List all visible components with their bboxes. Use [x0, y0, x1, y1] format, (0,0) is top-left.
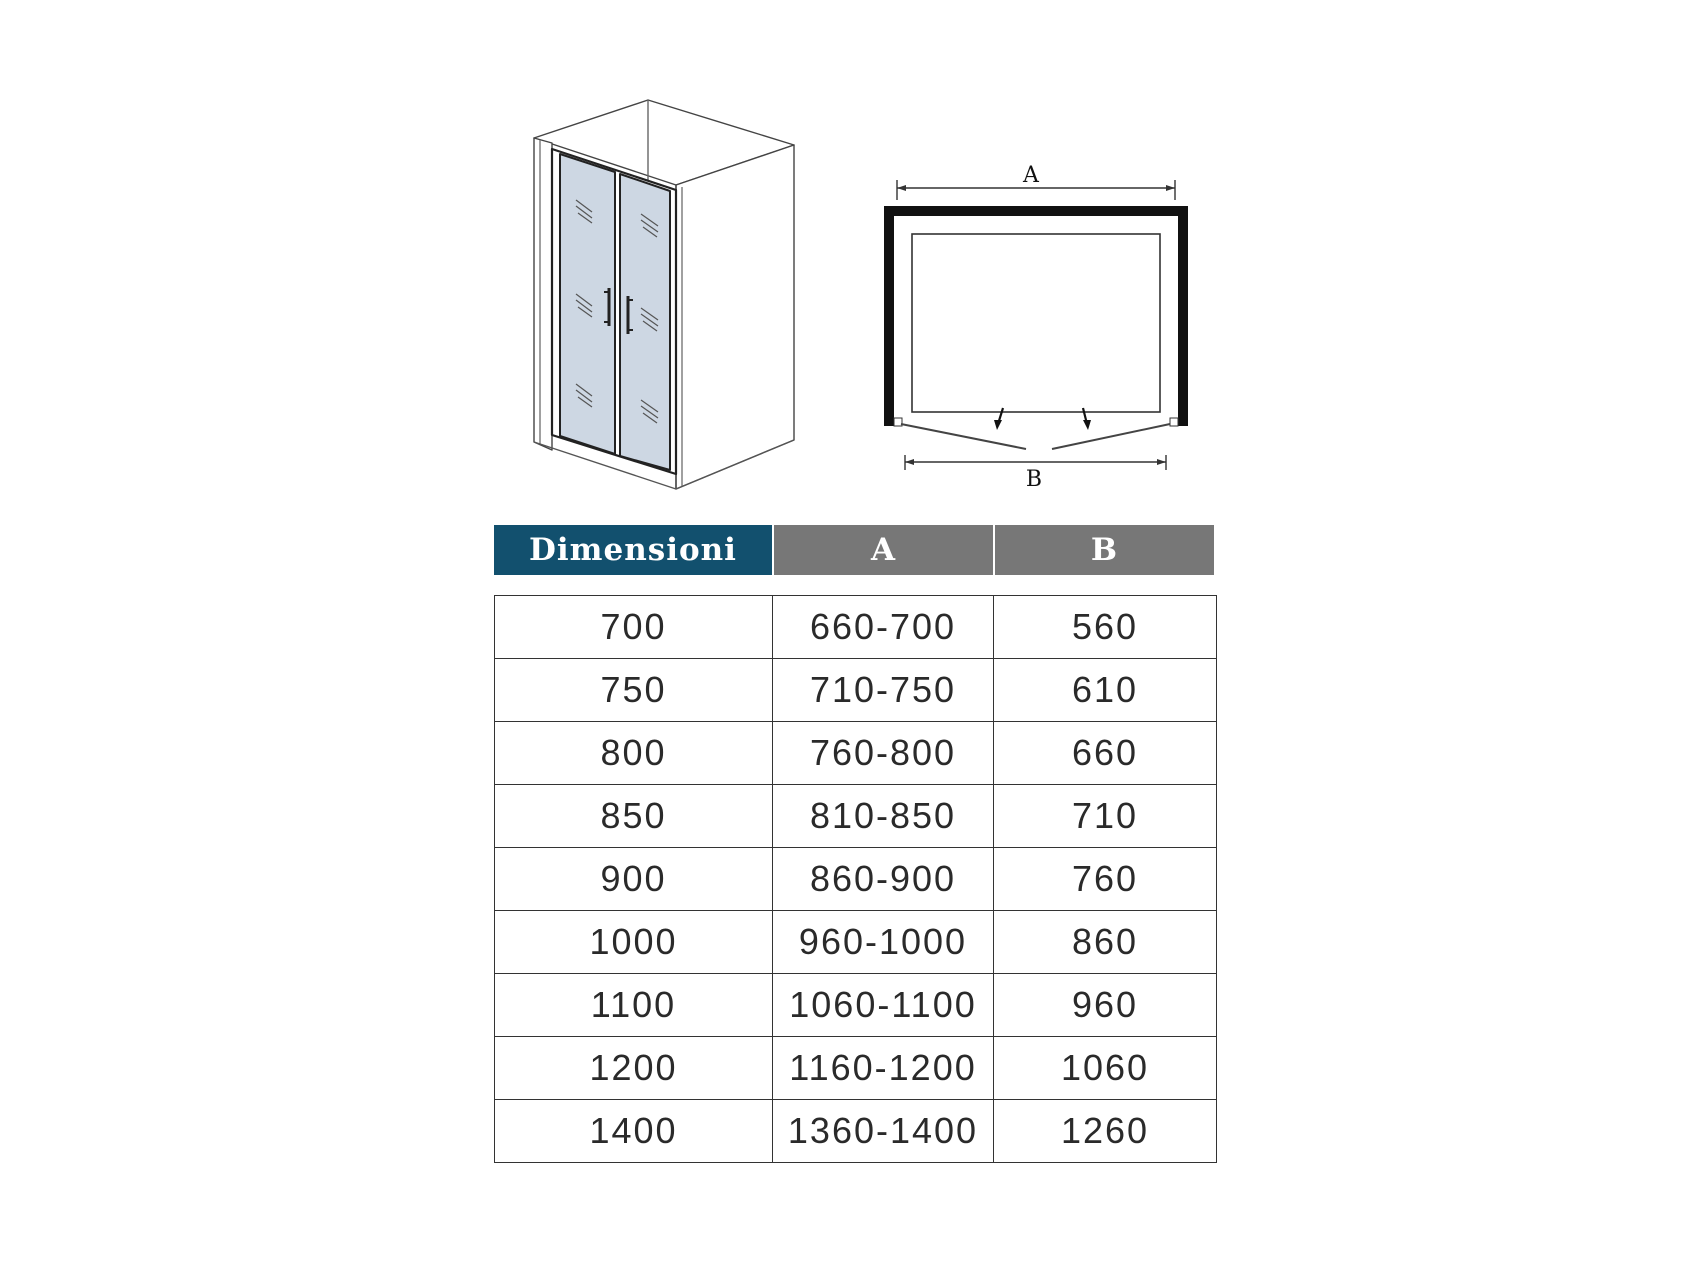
table-row	[495, 722, 1217, 785]
left-door-leaf	[901, 424, 1026, 449]
table-row	[495, 659, 1217, 722]
dimension-cell: 700	[495, 596, 773, 659]
table-row	[495, 1037, 1217, 1100]
a-range-cell: 860-900	[773, 848, 994, 911]
dimension-a-label: A	[1023, 163, 1039, 188]
table-row	[495, 596, 1217, 659]
a-range-cell: 760-800	[773, 722, 994, 785]
b-value-cell: 860	[994, 911, 1217, 974]
header-cell-b: B	[993, 525, 1214, 575]
dimension-cell: 1100	[495, 974, 773, 1037]
right-door-leaf	[1052, 424, 1170, 449]
a-range-cell: 710-750	[773, 659, 994, 722]
a-range-cell: 1360-1400	[773, 1100, 994, 1163]
dimension-cell: 850	[495, 785, 773, 848]
dimension-cell: 800	[495, 722, 773, 785]
b-value-cell: 560	[994, 596, 1217, 659]
header-cell-a: A	[772, 525, 993, 575]
shower-enclosure-illustration	[534, 100, 794, 489]
table-row	[495, 848, 1217, 911]
b-value-cell: 710	[994, 785, 1217, 848]
dimension-cell: 900	[495, 848, 773, 911]
plan-view-illustration	[884, 163, 1188, 492]
diagrams	[0, 0, 1700, 520]
table-row	[495, 911, 1217, 974]
table-row	[495, 974, 1217, 1037]
a-range-cell: 1160-1200	[773, 1037, 994, 1100]
table-header-row	[494, 525, 1214, 575]
dimension-cell: 750	[495, 659, 773, 722]
table-row	[495, 1100, 1217, 1163]
a-range-cell: 660-700	[773, 596, 994, 659]
b-value-cell: 960	[994, 974, 1217, 1037]
right-swing-arrow-icon	[1083, 420, 1091, 430]
a-range-cell: 810-850	[773, 785, 994, 848]
b-value-cell: 1260	[994, 1100, 1217, 1163]
b-value-cell: 660	[994, 722, 1217, 785]
table-row	[495, 785, 1217, 848]
left-door-glass	[560, 154, 615, 454]
dimension-cell: 1000	[495, 911, 773, 974]
b-value-cell: 610	[994, 659, 1217, 722]
dimensions-table	[494, 595, 1217, 1163]
a-range-cell: 960-1000	[773, 911, 994, 974]
b-value-cell: 760	[994, 848, 1217, 911]
shower-tray	[912, 234, 1160, 412]
dimension-cell: 1400	[495, 1100, 773, 1163]
b-value-cell: 1060	[994, 1037, 1217, 1100]
dimension-b-label: B	[1025, 467, 1043, 492]
header-cell-dimensioni: Dimensioni	[494, 525, 772, 575]
a-range-cell: 1060-1100	[773, 974, 994, 1037]
left-swing-arrow-icon	[994, 420, 1002, 430]
dimension-cell: 1200	[495, 1037, 773, 1100]
